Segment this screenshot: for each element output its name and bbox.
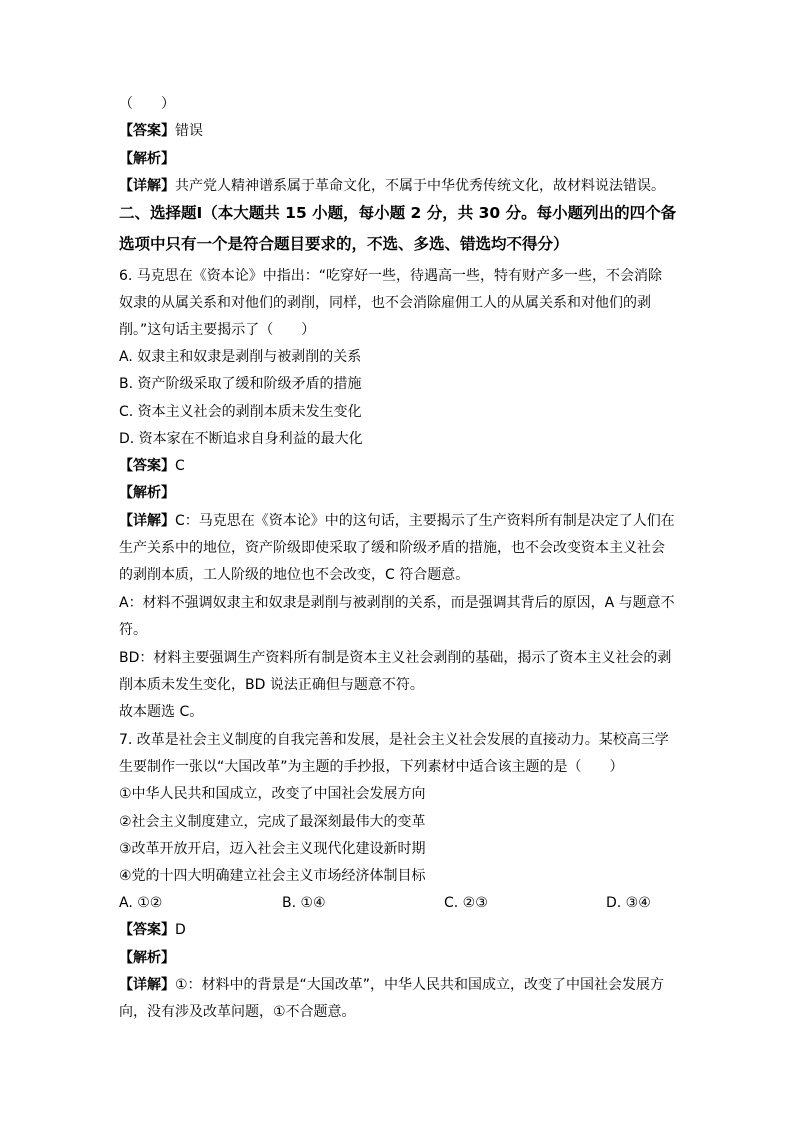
section-heading-line1: 二、选择题Ⅰ（本大题共 15 小题，每小题 2 分，共 30 分。每小题列出的四个备: [119, 204, 677, 222]
q7-answer-line: [119, 920, 186, 940]
analysis-tag: 【解析】: [119, 485, 175, 501]
analysis-tag: 【解析】: [119, 151, 175, 167]
q5-paren: （ ）: [119, 96, 175, 112]
answer-value: 错误: [175, 123, 203, 139]
q5-detail-line: [119, 176, 665, 196]
q6-detail-line4: A：材料不强调奴隶主和奴隶是剥削与被剥削的关系，而是强调其背后的原因，A 与题意不: [119, 595, 675, 611]
q7-item-1: ①中华人民共和国成立，改变了中国社会发展方向: [119, 786, 426, 802]
q7-detail-line1: [119, 975, 664, 995]
q7-option-a: A. ①②: [119, 895, 163, 911]
detail-text: ①：材料中的背景是“大国改革”，中华人民共和国成立，改变了中国社会发展方: [175, 977, 665, 993]
answer-tag: 【答案】: [119, 458, 175, 474]
q6-option-a: A. 奴隶主和奴隶是剥削与被剥削的关系: [119, 349, 362, 365]
q6-detail-line6: BD：材料主要强调生产资料所有制是资本主义社会剥削的基础，揭示了资本主义社会的剥: [119, 650, 672, 666]
analysis-tag: 【解析】: [119, 950, 175, 966]
q7-stem-line1: 7. 改革是社会主义制度的自我完善和发展，是社会主义社会发展的直接动力。某校高三学: [119, 732, 669, 748]
detail-tag: 【详解】: [119, 977, 175, 993]
q6-conclusion: 故本题选 C。: [119, 704, 204, 720]
q6-option-b: B. 资产阶级采取了缓和阶级矛盾的措施: [119, 376, 362, 392]
q7-option-d: D. ③④: [606, 895, 651, 911]
q6-detail-line5: 符。: [119, 622, 147, 638]
q6-stem-line1: 6. 马克思在《资本论》中指出：“吃穿好一些，待遇高一些，特有财产多一些，不会消除: [119, 268, 663, 284]
q6-stem-line2: 奴隶的从属关系和对他们的剥削，同样，也不会消除雇佣工人的从属关系和对他们的剥: [119, 295, 651, 311]
q6-stem-line3: 削。”这句话主要揭示了（ ）: [119, 322, 316, 338]
answer-value: C: [175, 458, 185, 474]
q6-detail-line3: 的剥削本质，工人阶级的地位也不会改变，C 符合题意。: [119, 567, 470, 583]
q7-item-2: ②社会主义制度建立，完成了最深刻最伟大的变革: [119, 814, 426, 830]
detail-tag: 【详解】: [119, 513, 175, 529]
detail-tag: 【详解】: [119, 178, 175, 194]
q7-analysis-line: [119, 948, 175, 968]
q6-option-c: C. 资本主义社会的剥削本质未发生变化: [119, 404, 362, 420]
q5-analysis-line: [119, 149, 175, 169]
q6-option-d: D. 资本家在不断追求自身利益的最大化: [119, 431, 363, 447]
q6-detail-line7: 削本质未发生变化，BD 说法正确但与题意不符。: [119, 677, 424, 693]
q6-detail-line1: [119, 511, 675, 531]
answer-tag: 【答案】: [119, 123, 175, 139]
q7-item-3: ③改革开放开启，迈入社会主义现代化建设新时期: [119, 841, 426, 857]
q7-option-c: C. ②③: [444, 895, 488, 911]
answer-value: D: [175, 922, 186, 938]
answer-tag: 【答案】: [119, 922, 175, 938]
section-heading-line2: 选项中只有一个是符合题目要求的，不选、多选、错选均不得分）: [119, 235, 569, 253]
q7-detail-line2: 向，没有涉及改革问题，①不合题意。: [119, 1004, 356, 1020]
q6-answer-line: [119, 456, 185, 476]
q6-detail-line2: 生产关系中的地位，资产阶级即使采取了缓和阶级矛盾的措施，也不会改变资本主义社会: [119, 540, 665, 556]
detail-text: 共产党人精神谱系属于革命文化，不属于中华优秀传统文化，故材料说法错误。: [175, 178, 665, 194]
q7-stem-line2: 生要制作一张以“大国改革”为主题的手抄报，下列素材中适合该主题的是（ ）: [119, 759, 624, 775]
q7-option-b: B. ①④: [282, 895, 326, 911]
q7-item-4: ④党的十四大明确建立社会主义市场经济体制目标: [119, 868, 426, 884]
q5-answer-line: [119, 121, 203, 141]
detail-text: C：马克思在《资本论》中的这句话，主要揭示了生产资料所有制是决定了人们在: [175, 513, 675, 529]
q6-analysis-line: [119, 483, 175, 503]
